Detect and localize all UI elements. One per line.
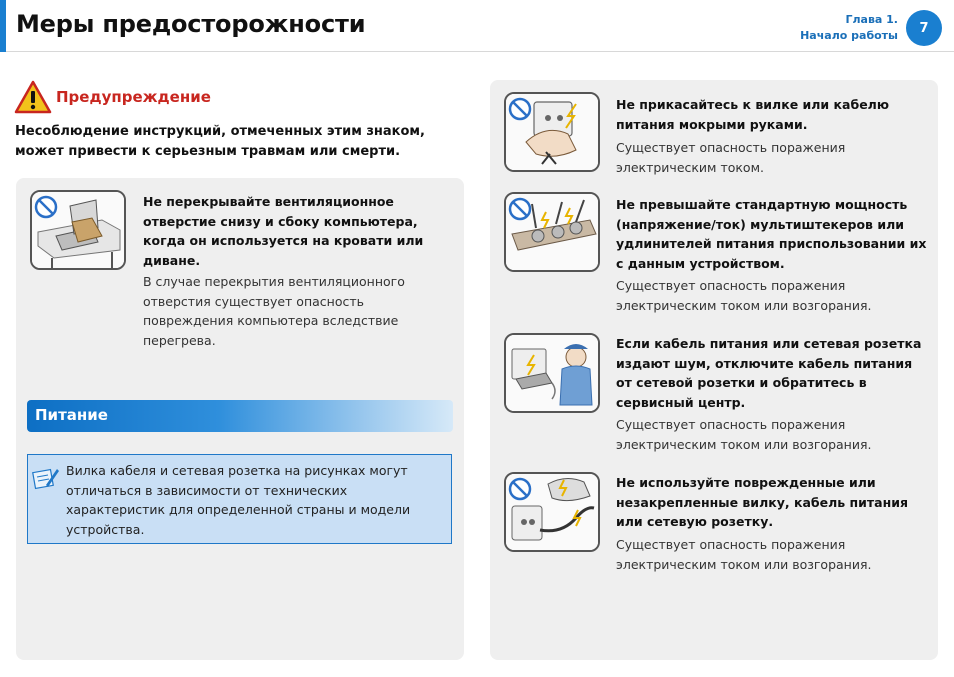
section-header bbox=[27, 400, 453, 432]
chapter-label bbox=[800, 12, 898, 44]
page-number: 7 bbox=[906, 10, 942, 46]
service-technician-icon bbox=[504, 333, 600, 413]
page-header bbox=[0, 0, 954, 52]
section-title: Питание bbox=[35, 406, 108, 424]
page-title: Меры предосторожности bbox=[16, 10, 366, 38]
chapter-number: Глава 1. bbox=[845, 13, 898, 26]
right-item-2-warning: Не превышайте стандартную мощность (напряжение/ток) мультиштекеров или удлинителей питания приспользовании их с данным устройством. bbox=[616, 197, 927, 271]
left-item-description: В случае перекрытия вентиляционного отверстия существует опасность повреждения компьютера вследствие перегрева. bbox=[143, 274, 405, 348]
right-item-1-description: Существует опасность поражения электрическим током. bbox=[616, 140, 846, 175]
right-item-2-description: Существует опасность поражения электрическим током или возгорания. bbox=[616, 278, 872, 313]
left-item-warning: Не перекрывайте вентиляционное отверстие снизу и сбоку компьютера, когда он используется на кровати или диване. bbox=[143, 194, 424, 268]
warning-text: Несоблюдение инструкций, отмеченных этим знаком, может привести к серьезным травмам или смерти. bbox=[15, 124, 425, 159]
title-accent-bar bbox=[0, 0, 6, 52]
wet-hands-plug-icon bbox=[504, 92, 600, 172]
note-text: Вилка кабеля и сетевая розетка на рисунках могут отличаться в зависимости от технических характеристик для определенной страны и модели устройства. bbox=[66, 463, 411, 537]
warning-triangle-icon bbox=[14, 80, 52, 114]
note-box bbox=[27, 454, 452, 544]
chapter-name: Начало работы bbox=[800, 29, 898, 42]
right-item-4-warning: Не используйте поврежденные или незакрепленные вилку, кабель питания или сетевую розетку. bbox=[616, 475, 908, 529]
laptop-on-bed-icon bbox=[30, 190, 126, 270]
right-item-3-warning: Если кабель питания или сетевая розетка издают шум, отключите кабель питания от сетевой розетки и обратитесь в сервисный центр. bbox=[616, 336, 922, 410]
damaged-cable-icon bbox=[504, 472, 600, 552]
right-item-3-description: Существует опасность поражения электрическим током или возгорания. bbox=[616, 417, 872, 452]
note-pencil-icon bbox=[32, 465, 60, 491]
right-panel bbox=[490, 80, 938, 660]
overloaded-power-strip-icon bbox=[504, 192, 600, 272]
warning-heading bbox=[14, 80, 454, 112]
right-item-1-warning: Не прикасайтесь к вилке или кабелю питания мокрыми руками. bbox=[616, 97, 889, 132]
right-item-4-description: Существует опасность поражения электрическим током или возгорания. bbox=[616, 537, 872, 572]
warning-title: Предупреждение bbox=[56, 88, 211, 106]
